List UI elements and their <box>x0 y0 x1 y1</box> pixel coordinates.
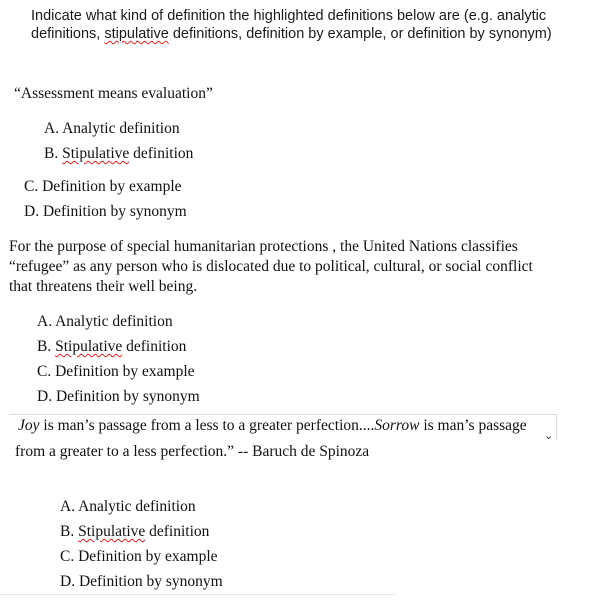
quote-emphasis: Joy <box>18 417 40 434</box>
misspelled-word[interactable]: Stipulative <box>78 523 146 540</box>
q2-line-2: “refugee” as any person who is dislocated due to political, cultural, or social conflict <box>9 258 533 275</box>
option-text: definition <box>122 338 187 355</box>
q3-line-2: from a greater to a less perfection.” -- Baruch de Spinoza <box>15 443 370 460</box>
q3-line-1 <box>18 417 566 435</box>
q1-option-c[interactable]: C. Definition by example <box>24 178 182 195</box>
option-text: definition <box>145 523 210 540</box>
q2-line-1: For the purpose of special humanitarian protections , the United Nations classifies <box>9 238 518 255</box>
quote-text: is man’s passage from a less to a greater perfection.... <box>39 417 375 434</box>
q1-option-d[interactable]: D. Definition by synonym <box>24 203 187 220</box>
q2-option-d[interactable]: D. Definition by synonym <box>37 388 200 405</box>
divider <box>0 594 395 595</box>
instruction-line-1: Indicate what kind of definition the highlighted definitions below are (e.g. analytic <box>31 8 547 24</box>
q2-option-c[interactable]: C. Definition by example <box>37 363 195 380</box>
option-text: definition <box>129 145 194 162</box>
q2-line-3: that threatens their well being. <box>9 278 198 295</box>
q2-option-b[interactable] <box>37 338 186 356</box>
misspelled-word[interactable]: Stipulative <box>62 145 130 162</box>
q3-option-b[interactable] <box>60 523 209 541</box>
q3-option-d[interactable]: D. Definition by synonym <box>60 573 223 590</box>
misspelled-word[interactable]: Stipulative <box>55 338 123 355</box>
misspelled-word[interactable]: stipulative <box>104 26 169 42</box>
chevron-down-icon[interactable]: ⌄ <box>544 429 554 442</box>
option-text: B. <box>44 145 63 162</box>
instruction-line-2 <box>31 26 552 42</box>
q3-option-a[interactable]: A. Analytic definition <box>60 498 196 515</box>
quote-text: is man’s passage <box>419 417 527 434</box>
quote-emphasis: Sorrow <box>374 417 420 434</box>
instruction-text: definitions, definition by example, or definition by synonym) <box>168 26 552 42</box>
q1-option-a[interactable]: A. Analytic definition <box>44 120 180 137</box>
q1-definition: “Assessment means evaluation” <box>14 85 213 102</box>
q2-option-a[interactable]: A. Analytic definition <box>37 313 173 330</box>
option-text: B. <box>37 338 56 355</box>
option-text: B. <box>60 523 79 540</box>
instruction-text: definitions, <box>31 26 105 42</box>
q1-option-b[interactable] <box>44 145 193 163</box>
q3-option-c[interactable]: C. Definition by example <box>60 548 218 565</box>
